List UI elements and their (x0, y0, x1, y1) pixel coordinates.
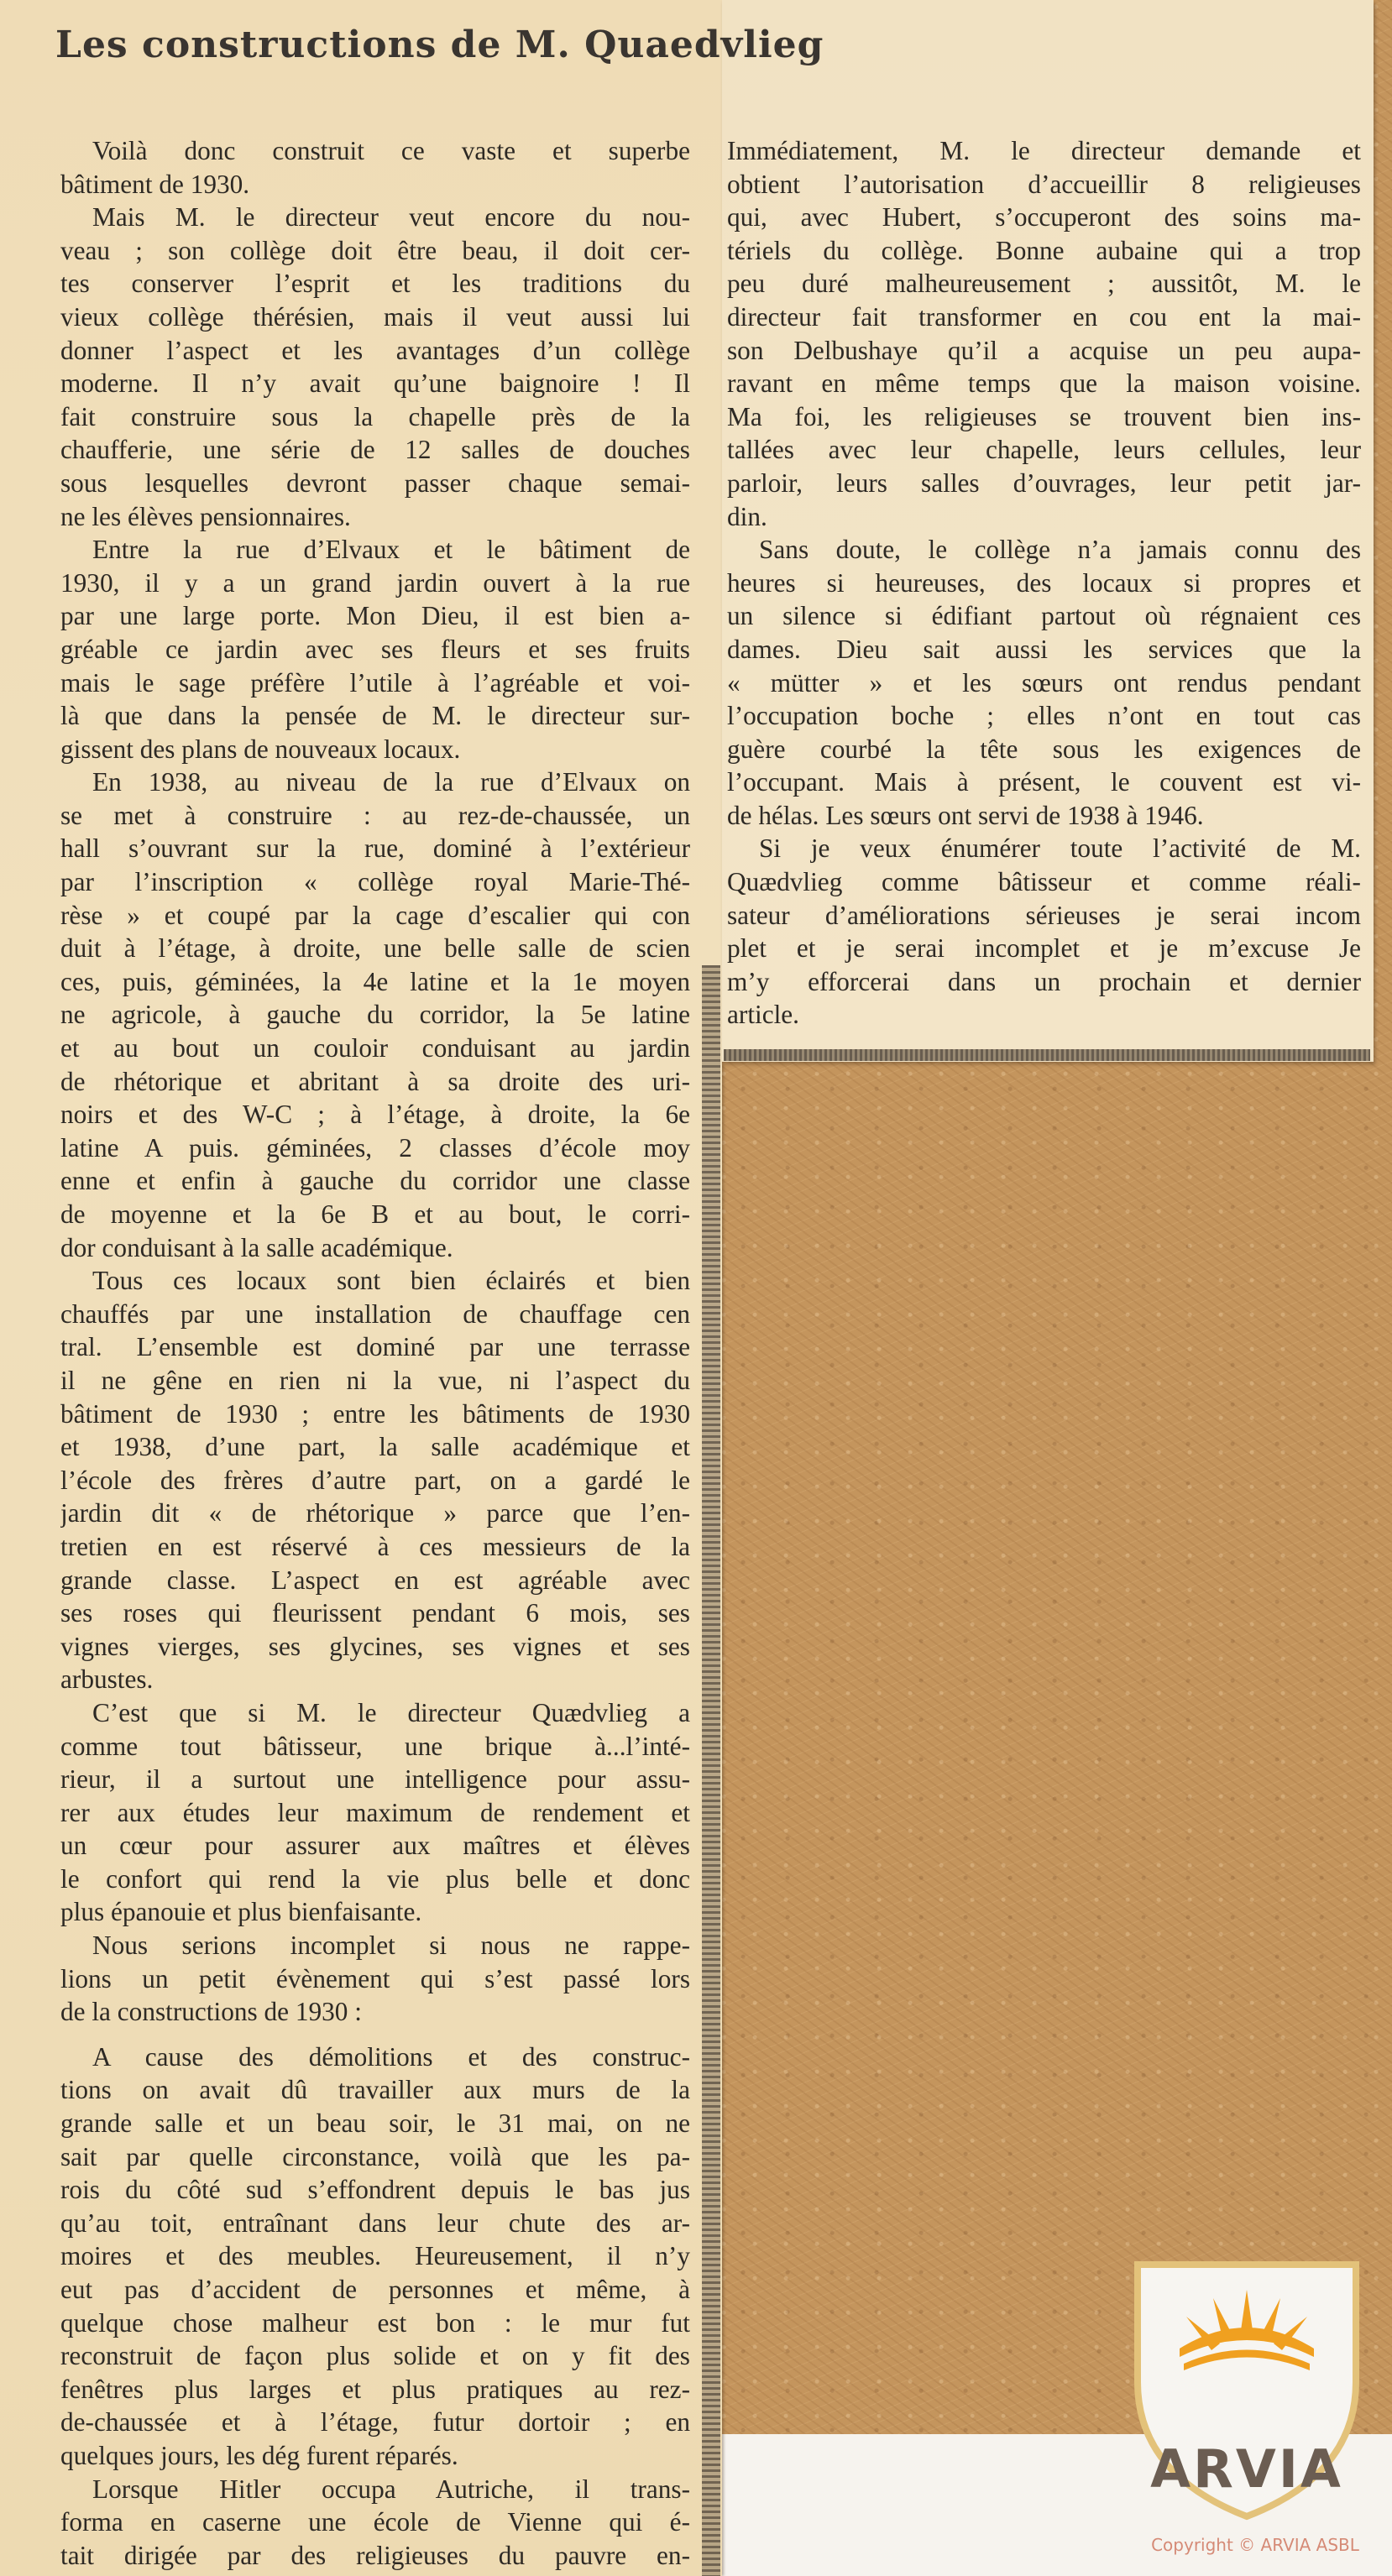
text-line: guère courbé la tête sous les exigences de (727, 734, 1361, 764)
text-line: Quædvlieg comme bâtisseur et comme réali- (727, 867, 1361, 897)
text-line: forma en caserne une école de Vienne qui é- (60, 2507, 690, 2537)
text-line: article. (727, 1000, 800, 1030)
text-line: bâtiment de 1930. (60, 169, 250, 199)
text-line: ses roses qui fleurissent pendant 6 mois, ses (60, 1598, 690, 1628)
text-line: heures si heureuses, des locaux si propres et (727, 567, 1361, 598)
text-line: grande classe. L’aspect en est agréable avec (60, 1565, 690, 1595)
text-line: Tous ces locaux sont bien éclairés et bien (92, 1266, 690, 1296)
text-line: de-chaussée et à l’étage, futur dortoir ; en (60, 2407, 690, 2438)
text-line: Sans doute, le collège n’a jamais connu des (759, 535, 1361, 565)
text-line: quelque chose malheur est bon : le mur fut (60, 2307, 690, 2338)
text-line: A cause des démolitions et des construc- (92, 2041, 690, 2072)
text-line: Lorsque Hitler occupa Autriche, il trans- (92, 2474, 690, 2504)
text-line: tallées avec leur chapelle, leurs cellules, leur (727, 435, 1361, 465)
text-line: chaufferie, une série de 12 salles de douches (60, 435, 690, 465)
text-line: plet et je serai incomplet et je m’excuse Je (727, 933, 1361, 964)
text-line: moderne. Il n’y avait qu’une baignoire ! Il (60, 368, 690, 399)
text-line: grande salle et un beau soir, le 31 mai, on ne (60, 2108, 690, 2139)
text-line: noirs et des W-C ; à l’étage, à droite, la 6e (60, 1100, 690, 1130)
article-title: Les constructions de M. Quaedvlieg (55, 24, 824, 66)
logo-wordmark: ARVIA (1150, 2438, 1343, 2500)
text-line: de moyenne et la 6e B et au bout, le corri- (60, 1199, 690, 1229)
text-line: par une large porte. Mon Dieu, il est bien a- (60, 601, 690, 631)
text-line: et 1938, d’une part, la salle académique et (60, 1432, 690, 1462)
text-line: Mais M. le directeur veut encore du nou- (92, 202, 690, 233)
text-line: dames. Dieu sait aussi les services que la (727, 634, 1361, 664)
text-line: tait dirigée par des religieuses du pauvre en- (60, 2540, 690, 2570)
text-line: sait par quelle circonstance, voilà que les pa- (60, 2141, 690, 2171)
text-line: Nous serions incomplet si nous ne rappe- (92, 1931, 690, 1961)
text-line: il ne gêne en rien ni la vue, ni l’aspect du (60, 1365, 690, 1395)
article-column-left (60, 134, 690, 2572)
text-line: mais le sage préfère l’utile à l’agréable et voi- (60, 667, 690, 698)
text-line: bâtiment de 1930 ; entre les bâtiments de 1930 (60, 1398, 690, 1429)
text-line: directeur fait transformer en cou ent la mai- (727, 301, 1361, 332)
text-line: En 1938, au niveau de la rue d’Elvaux on (92, 767, 690, 797)
text-line: l’occupant. Mais à présent, le couvent est vi- (727, 767, 1361, 797)
text-line: qu’au toit, entraînant dans leur chute des ar- (60, 2208, 690, 2238)
text-line: de la constructions de 1930 : (60, 1997, 362, 2027)
text-line: Voilà donc construit ce vaste et superbe (92, 136, 690, 165)
text-line: rieur, il a surtout une intelligence pour assu- (60, 1764, 690, 1795)
text-line: tral. L’ensemble est dominé par une terrasse (60, 1332, 690, 1362)
text-line: fenêtres plus larges et plus pratiques au rez- (60, 2374, 690, 2404)
text-line: l’occupation boche ; elles n’ont en tout cas (727, 701, 1361, 731)
text-line: vignes vierges, ses glycines, ses vignes et ses (60, 1631, 690, 1661)
text-line: plus épanouie et plus bienfaisante. (60, 1897, 422, 1927)
text-line: moires et des meubles. Heureusement, il n’y (60, 2241, 690, 2271)
text-line: veau ; son collège doit être beau, il doit cer- (60, 235, 690, 265)
text-line: gréable ce jardin avec ses fleurs et ses fruits (60, 634, 690, 664)
clipping-torn-edge (702, 965, 720, 2576)
text-line: Immédiatement, M. le directeur demande et (727, 136, 1361, 165)
text-line: lions un petit évènement qui s’est passé lors (60, 1963, 690, 1993)
text-line: se met à construire : au rez-de-chaussée, un (60, 800, 690, 830)
text-line: tretien en est réservé à ces messieurs de la (60, 1531, 690, 1561)
text-line: tériels du collège. Bonne aubaine qui a trop (727, 235, 1361, 265)
text-line: Si je veux énumérer toute l’activité de M. (759, 833, 1361, 864)
text-line: gissent des plans de nouveaux locaux. (60, 734, 461, 764)
text-line: un cœur pour assurer aux maîtres et élèves (60, 1831, 690, 1861)
text-line: eut pas d’accident de personnes et même, à (60, 2275, 690, 2304)
text-line: parloir, leurs salles d’ouvrages, leur petit jar- (727, 468, 1361, 498)
text-line: là que dans la pensée de M. le directeur sur- (60, 701, 690, 731)
text-line: hall s’ouvrant sur la rue, dominé à l’extérieur (60, 833, 690, 864)
text-line: et au bout un couloir conduisant au jardin (60, 1033, 690, 1063)
text-line: obtient l’autorisation d’accueillir 8 religieuses (727, 169, 1361, 199)
text-line: rèse » et coupé par la cage d’escalier qui con (60, 900, 690, 930)
text-line: latine A puis. géminées, 2 classes d’école moy (60, 1132, 690, 1163)
text-line: arbustes. (60, 1664, 154, 1695)
clipping-torn-edge (724, 1049, 1370, 1061)
text-line: comme tout bâtisseur, une brique à...l’inté- (60, 1731, 690, 1761)
text-line: ne les élèves pensionnaires. (60, 501, 351, 531)
text-line: le confort qui rend la vie plus belle et donc (60, 1863, 690, 1894)
text-line: un silence si édifiant partout où régnaient ces (727, 601, 1361, 631)
text-line: ces, puis, géminées, la 4e latine et la 1e moyen (60, 966, 690, 996)
text-line: rer aux études leur maximum de rendement et (60, 1797, 690, 1827)
text-line: jardin dit « de rhétorique » parce que l’en- (60, 1498, 690, 1528)
text-line: qui, avec Hubert, s’occuperont des soins ma- (727, 202, 1361, 233)
copyright-notice: Copyright © ARVIA ASBL (1151, 2535, 1359, 2555)
text-line: enne et enfin à gauche du corridor une classe (60, 1166, 690, 1196)
text-line: ne agricole, à gauche du corridor, la 5e latine (60, 1000, 690, 1030)
text-line: donner l’aspect et les avantages d’un collège (60, 335, 690, 365)
text-line: de rhétorique et abritant à sa droite des uri- (60, 1066, 690, 1096)
text-line: fait construire sous la chapelle près de la (60, 401, 690, 431)
text-line: m’y efforcerai dans un prochain et dernier (727, 966, 1361, 996)
text-line: dor conduisant à la salle académique. (60, 1232, 453, 1262)
text-line: C’est que si M. le directeur Quædvlieg a (92, 1697, 690, 1727)
article-column-right (727, 134, 1361, 1032)
text-line: par l’inscription « collège royal Marie-Thé- (60, 867, 690, 897)
text-line: chauffés par une installation de chauffage cen (60, 1298, 690, 1329)
text-line: din. (727, 501, 767, 531)
text-line: vieux collège thérésien, mais il veut aussi lui (60, 301, 690, 332)
text-line: sateur d’améliorations sérieuses je serai incom (727, 900, 1361, 930)
text-line: Entre la rue d’Elvaux et le bâtiment de (92, 535, 690, 565)
text-line: tes conserver l’esprit et les traditions du (60, 269, 690, 299)
text-line: « mütter » et les sœurs ont rendus pendant (727, 667, 1361, 698)
text-line: rois du côté sud s’effondrent depuis le bas jus (60, 2175, 690, 2205)
text-line: de hélas. Les sœurs ont servi de 1938 à 1946. (727, 800, 1204, 830)
text-line: sous lesquelles devront passer chaque semai- (60, 468, 690, 498)
text-line: ravant en même temps que la maison voisine. (727, 368, 1361, 399)
text-line: Ma foi, les religieuses se trouvent bien ins- (727, 401, 1361, 431)
text-line: 1930, il y a un grand jardin ouvert à la rue (60, 567, 690, 598)
text-line: tions on avait dû travailler aux murs de la (60, 2075, 690, 2105)
text-line: peu duré malheureusement ; aussitôt, M. le (727, 269, 1361, 299)
text-line: son Delbushaye qu’il a acquise un peu aupa- (727, 335, 1361, 365)
text-line: quelques jours, les dég furent réparés. (60, 2440, 458, 2470)
text-line: l’école des frères d’autre part, on a gardé le (60, 1465, 690, 1495)
text-line: duit à l’étage, à droite, une belle salle de scien (60, 933, 690, 964)
text-line: reconstruit de façon plus solide et on y fit des (60, 2341, 690, 2371)
